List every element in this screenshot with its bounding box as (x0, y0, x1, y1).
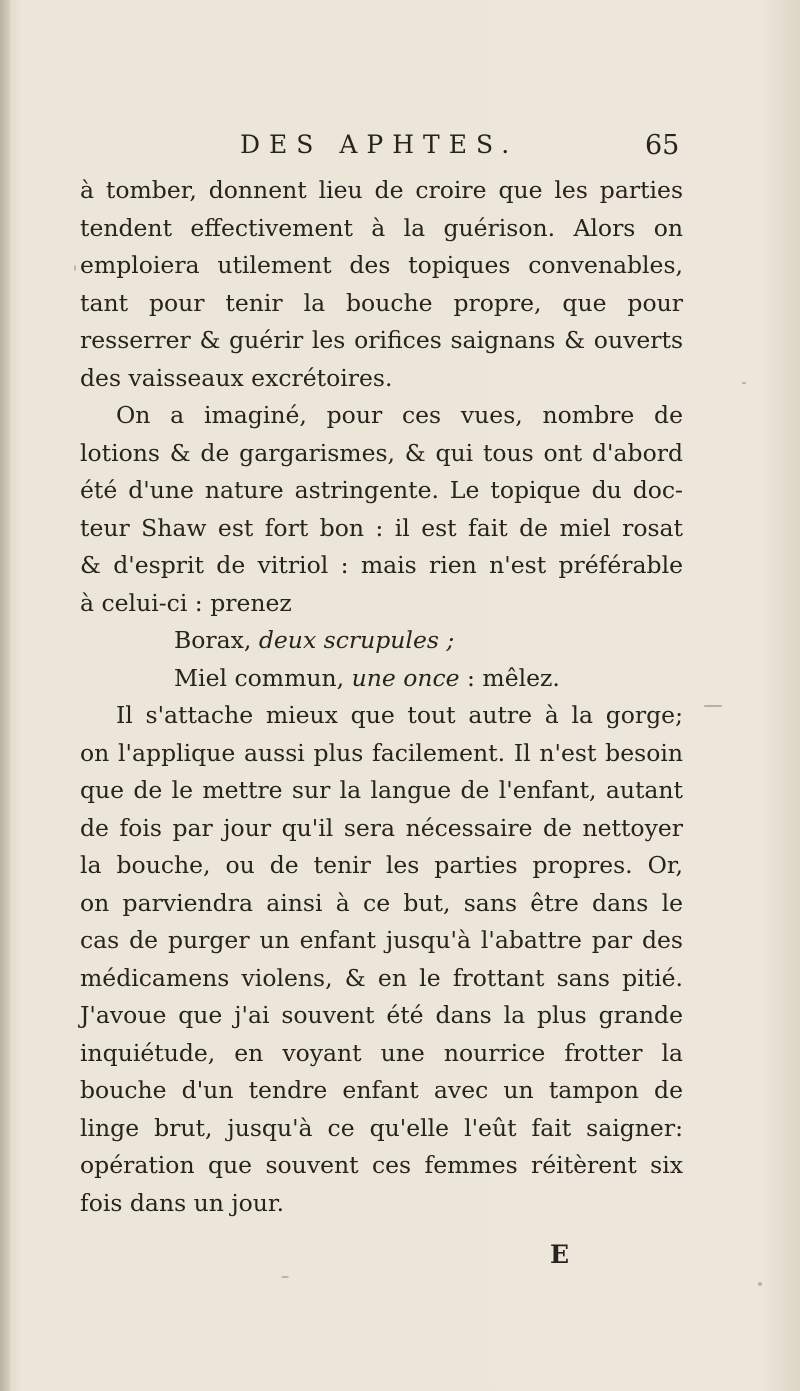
paper-speck (742, 382, 746, 384)
paper-speck (758, 1282, 762, 1286)
text-line: cas de purger un enfant jusqu'à l'abattre par des (80, 926, 683, 954)
running-head-title: DES APHTES. (240, 130, 519, 159)
text-line: à celui-ci : prenez (80, 588, 292, 617)
text-line: la bouche, ou de tenir les parties propres. Or, (80, 851, 683, 879)
text-line: tendent effectivement à la guérison. Alors on (80, 213, 683, 242)
text-line: des vaisseaux excrétoires. (80, 363, 393, 392)
text-line: opération que souvent ces femmes réitèrent six (80, 1151, 683, 1179)
text-line: bouche d'un tendre enfant avec un tampon de (80, 1076, 683, 1104)
page-spine-shadow (0, 0, 10, 1391)
text-line: médicamens violens, & en le frottant sans pitié. (80, 963, 683, 992)
text-line: On a imaginé, pour ces vues, nombre de (116, 401, 683, 429)
running-head (0, 130, 800, 166)
text-line: inquiétude, en voyant une nourrice frotter la (80, 1038, 683, 1067)
recipe-quantity: une once (351, 663, 460, 692)
paper-speck (704, 705, 722, 707)
recipe-quantity: deux scrupules ; (258, 626, 455, 654)
text-line: J'avoue que j'ai souvent été dans la plus grande (80, 1001, 683, 1029)
text-line: resserrer & guérir les orifices saignans & ouverts (80, 326, 683, 354)
text-line: de fois par jour qu'il sera nécessaire de nettoyer (80, 813, 683, 842)
paper-speck (74, 265, 76, 271)
text-line: on parviendra ainsi à ce but, sans être dans le (80, 888, 683, 917)
text-line: & d'esprit de vitriol : mais rien n'est préférable (80, 551, 683, 579)
recipe-line-miel (80, 660, 683, 698)
text-line: linge brut, jusqu'à ce qu'elle l'eût fait saigner: (80, 1113, 683, 1142)
text-line: on l'applique aussi plus facilement. Il n'est besoin (80, 738, 683, 767)
text-line: Il s'attache mieux que tout autre à la gorge; (116, 701, 683, 729)
recipe-ingredient: Borax, (174, 626, 259, 654)
text-line: été d'une nature astringente. Le topique du doc- (80, 476, 683, 504)
text-line: teur Shaw est fort bon : il est fait de miel rosat (80, 513, 683, 542)
text-line: emploiera utilement des topiques convenables, (80, 251, 683, 279)
paper-speck (281, 1276, 289, 1278)
text-line: fois dans un jour. (80, 1188, 285, 1217)
recipe-line-borax (80, 622, 683, 660)
signature-mark: E (550, 1240, 570, 1269)
text-line: à tomber, donnent lieu de croire que les parties (80, 176, 683, 204)
recipe-ingredient: Miel commun, (174, 663, 352, 692)
text-line: lotions & de gargarismes, & qui tous ont d'abord (80, 438, 683, 467)
text-line: tant pour tenir la bouche propre, que pour (80, 288, 683, 317)
main-text (80, 172, 683, 1222)
text-line: que de le mettre sur la langue de l'enfant, autant (80, 776, 683, 804)
recipe-instruction: : mêlez. (459, 663, 560, 692)
page-number: 65 (645, 130, 680, 161)
